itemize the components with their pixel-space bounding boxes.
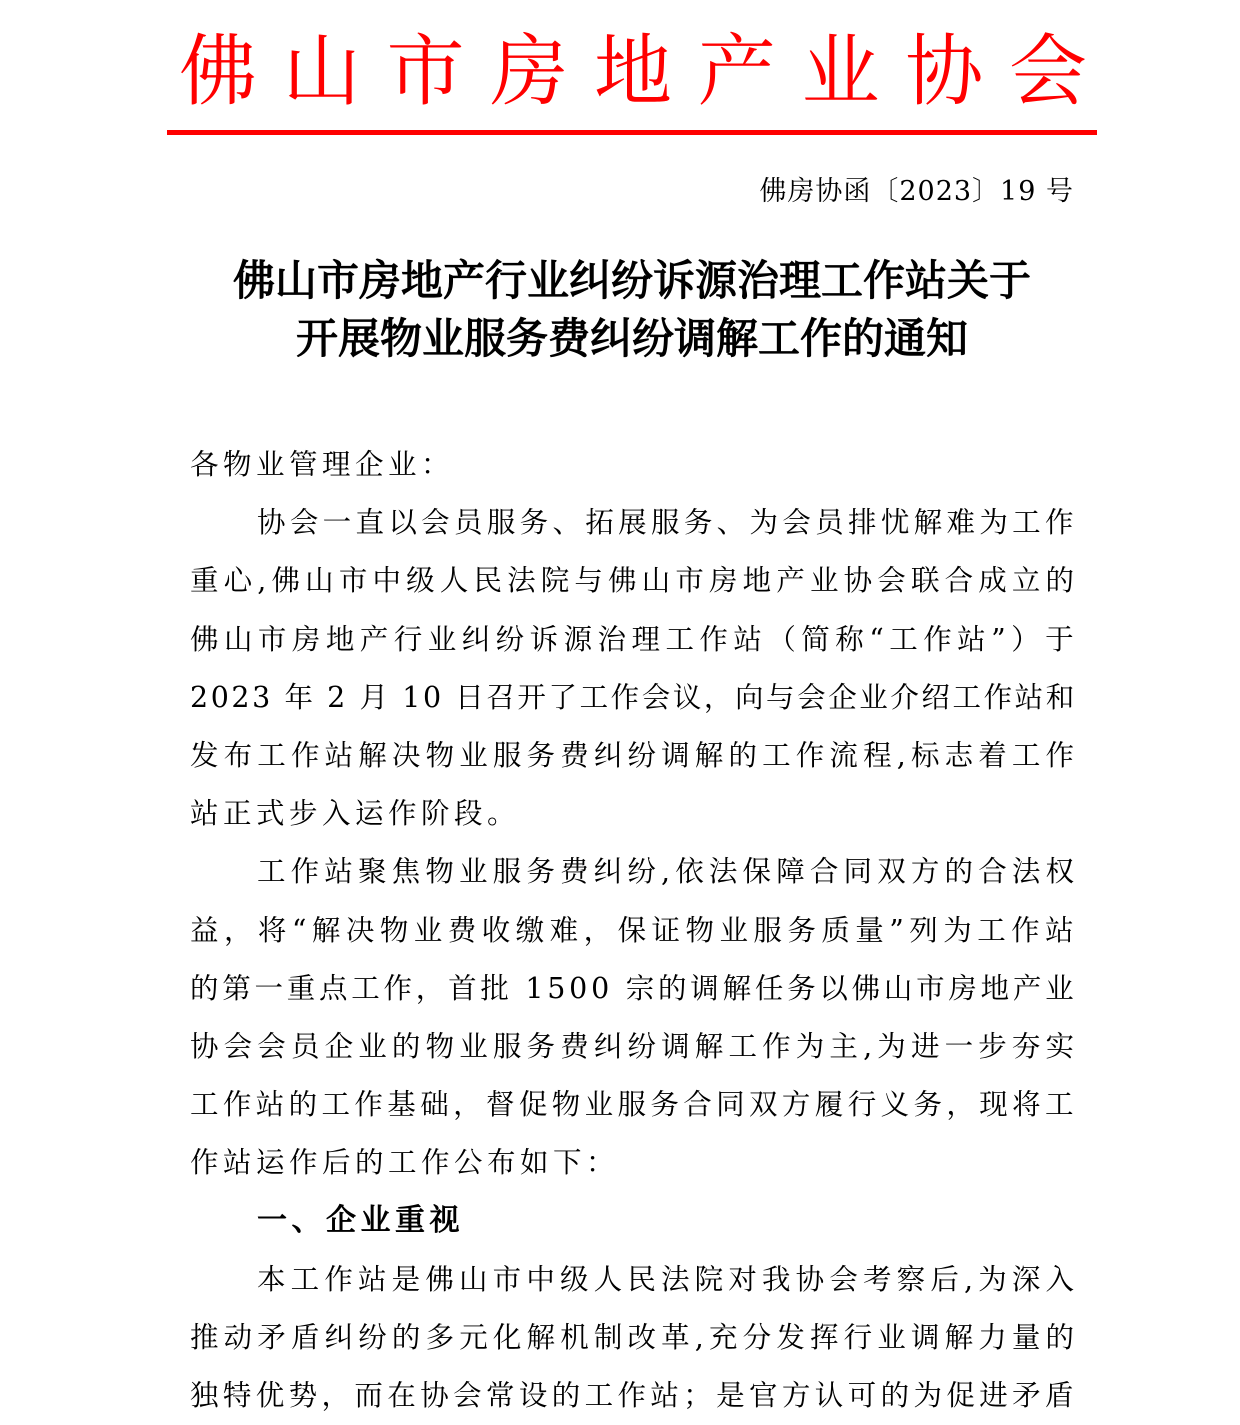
document-number: 佛房协函〔2023〕19 号 — [759, 176, 1074, 207]
letterhead-char: 山 — [282, 27, 361, 117]
paragraph-2-line: 工作站的工作基础，督促物业服务合同双方履行义务，现将工 — [190, 1088, 1078, 1122]
letterhead-char: 房 — [490, 27, 569, 117]
letterhead-organization-name — [168, 22, 1098, 122]
letterhead-char: 协 — [905, 27, 984, 117]
letterhead-char: 地 — [593, 27, 672, 117]
paragraph-3-line: 本工作站是佛山市中级人民法院对我协会考察后,为深入 — [257, 1262, 1080, 1296]
salutation: 各物业管理企业： — [190, 448, 455, 481]
paragraph-1-line: 重心,佛山市中级人民法院与佛山市房地产业协会联合成立的 — [190, 564, 1080, 598]
document-title — [150, 252, 1114, 368]
paragraph-3-line: 推动矛盾纠纷的多元化解机制改革,充分发挥行业调解力量的 — [190, 1320, 1080, 1354]
paragraph-2-line: 的第一重点工作，首批 1500 宗的调解任务以佛山市房地产业 — [190, 971, 1078, 1005]
paragraph-2-line: 工作站聚焦物业服务费纠纷,依法保障合同双方的合法权 — [257, 855, 1080, 889]
section-heading: 一、企业重视 — [257, 1203, 464, 1239]
letterhead-char: 会 — [1008, 27, 1087, 117]
letterhead-char: 业 — [801, 27, 880, 117]
paragraph-1-line: 协会一直以会员服务、拓展服务、为会员排忧解难为工作 — [257, 506, 1078, 540]
paragraph-1-line: 佛山市房地产行业纠纷诉源治理工作站（简称“工作站”）于 — [190, 622, 1080, 656]
paragraph-2-line: 协会会员企业的物业服务费纠纷调解工作为主,为进一步夯实 — [190, 1029, 1080, 1063]
paragraph-2-line: 益，将“解决物业费收缴难，保证物业服务质量”列为工作站 — [190, 913, 1080, 947]
letterhead-char: 市 — [386, 27, 465, 117]
paragraph-1-line: 站正式步入运作阶段。 — [190, 797, 521, 831]
paragraph-1-line: 2023 年 2 月 10 日召开了工作会议，向与会企业介绍工作站和 — [190, 680, 1077, 714]
document-body — [190, 436, 1080, 1425]
paragraph-1-line: 发布工作站解决物业服务费纠纷调解的工作流程,标志着工作 — [190, 738, 1080, 772]
title-line-1: 佛山市房地产行业纠纷诉源治理工作站关于 — [232, 256, 1031, 305]
title-line-2: 开展物业服务费纠纷调解工作的通知 — [295, 314, 968, 363]
letterhead-char: 佛 — [178, 27, 257, 117]
letterhead-divider — [167, 130, 1097, 135]
paragraph-2-line: 作站运作后的工作公布如下： — [190, 1146, 620, 1180]
paragraph-3-line: 独特优势，而在协会常设的工作站；是官方认可的为促进矛盾 — [190, 1379, 1078, 1412]
letterhead-char: 产 — [697, 27, 776, 117]
